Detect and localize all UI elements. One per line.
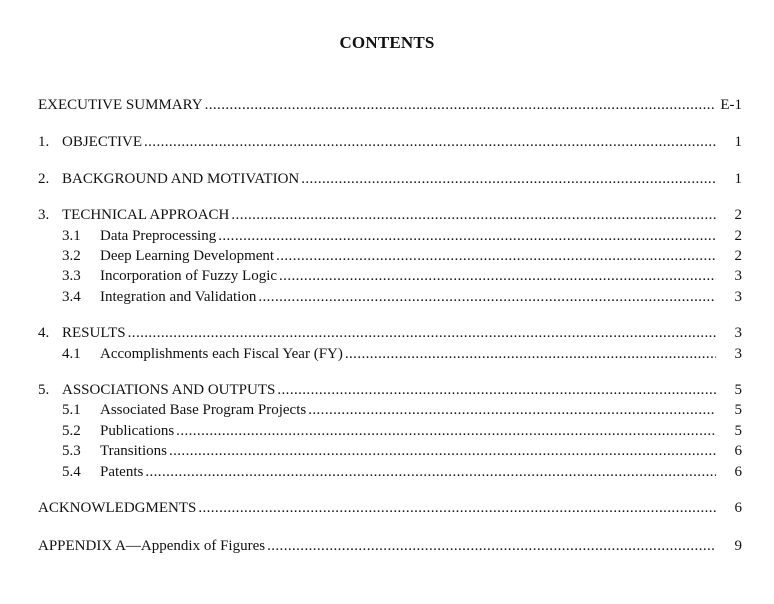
toc-entry-objective[interactable] [38,132,742,152]
toc-entry-number: 5.4 [62,464,81,480]
page-title: CONTENTS [339,33,435,52]
toc-entry-page: E-1 [720,97,742,113]
toc-entry-number: 4. [38,325,50,341]
toc-entry-page: 3 [734,268,742,284]
toc-entry-fuzzy-logic[interactable] [62,266,742,286]
toc-entry-associations[interactable] [38,380,742,400]
toc-entry-label: BACKGROUND AND MOTIVATION [62,171,300,187]
toc-entry-technical-approach[interactable] [38,205,742,225]
toc-entry-label: OBJECTIVE [62,134,142,150]
toc-entry-page: 2 [734,228,742,244]
dot-leader [279,266,716,286]
toc-entry-page: 3 [734,289,742,305]
toc-entry-publications[interactable] [62,421,742,441]
toc-entry-base-program[interactable] [62,400,742,420]
toc-entry-number: 5.2 [62,423,81,439]
toc-entry-patents[interactable] [62,462,742,482]
toc-entry-number: 3.3 [62,268,81,284]
toc-entry-background[interactable] [38,169,742,189]
toc-entry-page: 2 [734,248,742,264]
toc-entry-data-preprocessing[interactable] [62,226,742,246]
toc-entry-deep-learning[interactable] [62,246,742,266]
toc-entry-accomplishments[interactable] [62,344,742,364]
toc-entry-number: 5. [38,382,50,398]
dot-leader [169,441,716,461]
toc-entry-label: Deep Learning Development [100,248,275,264]
dot-leader [198,498,716,518]
toc-entry-page: 6 [734,500,742,516]
toc-entry-label: Associated Base Program Projects [100,402,307,418]
toc-entry-label: Patents [100,464,144,480]
dot-leader [345,344,716,364]
dot-leader [128,323,716,343]
toc-entry-page: 9 [734,538,742,554]
dot-leader [205,95,714,115]
toc-entry-label: RESULTS [62,325,126,341]
toc-entry-label: EXECUTIVE SUMMARY [38,97,203,113]
dot-leader [144,132,716,152]
dot-leader [145,462,716,482]
toc-entry-acknowledgments[interactable] [38,498,742,518]
toc-entry-page: 5 [734,423,742,439]
dot-leader [176,421,716,441]
dot-leader [301,169,716,189]
dot-leader [276,246,716,266]
toc-entry-page: 2 [734,207,742,223]
dot-leader [258,287,716,307]
toc-entry-page: 6 [734,443,742,459]
dot-leader [231,205,716,225]
toc-entry-number: 5.1 [62,402,81,418]
toc-entry-label: Incorporation of Fuzzy Logic [100,268,278,284]
toc-entry-number: 3.4 [62,289,81,305]
toc-entry-number: 3.2 [62,248,81,264]
dot-leader [277,380,716,400]
toc-entry-label: APPENDIX A—Appendix of Figures [38,538,266,554]
toc-entry-number: 1. [38,134,50,150]
toc-entry-label: Data Preprocessing [100,228,217,244]
toc-entry-number: 2. [38,171,50,187]
toc-entry-label: Accomplishments each Fiscal Year (FY) [100,346,343,362]
dot-leader [308,400,716,420]
dot-leader [267,536,716,556]
toc-entry-integration[interactable] [62,287,742,307]
toc-entry-page: 5 [734,402,742,418]
toc-entry-page: 6 [734,464,742,480]
toc-entry-page: 1 [734,134,742,150]
toc-entry-label: Transitions [100,443,167,459]
toc-entry-page: 3 [734,325,742,341]
toc-entry-label: ASSOCIATIONS AND OUTPUTS [62,382,276,398]
toc-entry-label: TECHNICAL APPROACH [62,207,230,223]
toc-entry-page: 1 [734,171,742,187]
toc-entry-results[interactable] [38,323,742,343]
toc-entry-transitions[interactable] [62,441,742,461]
toc-entry-label: Integration and Validation [100,289,257,305]
toc-entry-label: ACKNOWLEDGMENTS [38,500,197,516]
dot-leader [218,226,716,246]
toc-entry-appendix-a[interactable] [38,536,742,556]
toc-entry-page: 5 [734,382,742,398]
toc-entry-number: 3.1 [62,228,81,244]
toc-entry-number: 5.3 [62,443,81,459]
toc-entry-executive-summary[interactable] [38,95,742,115]
toc-entry-page: 3 [734,346,742,362]
toc-entry-number: 3. [38,207,50,223]
toc-entry-label: Publications [100,423,175,439]
toc-entry-number: 4.1 [62,346,81,362]
